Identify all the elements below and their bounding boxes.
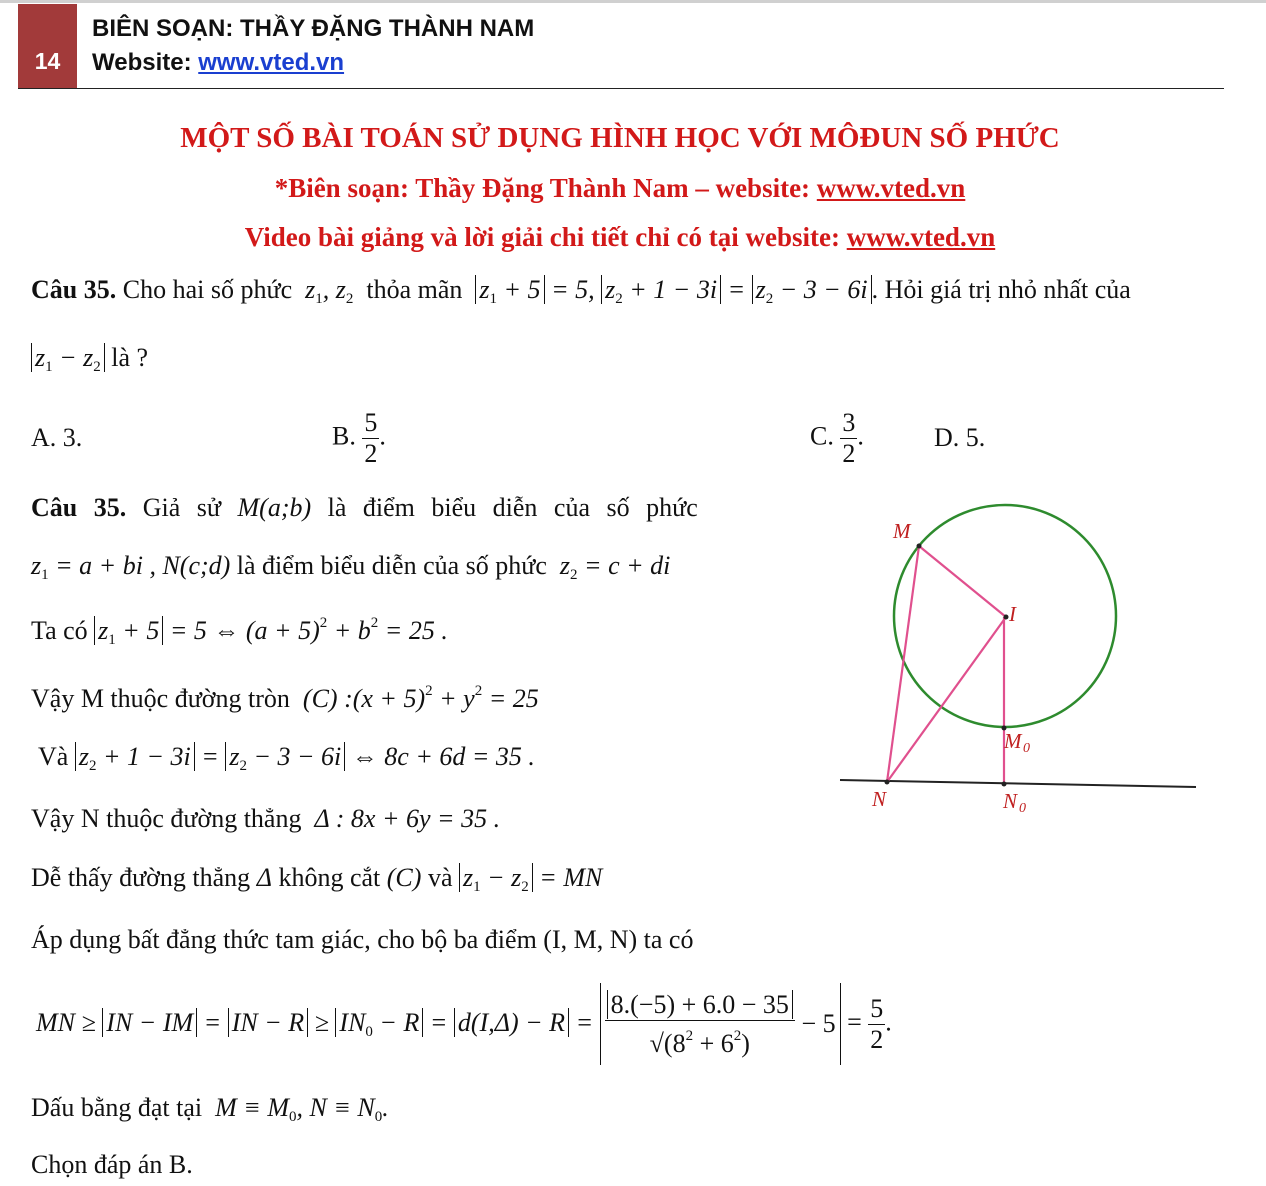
subtitle-2-text: Video bài giảng và lời giải chi tiết chỉ có tại website: xyxy=(244,222,847,252)
solution-l10: Dấu bằng đạt tại xyxy=(31,1093,203,1122)
solution-line-5 xyxy=(38,742,535,775)
label-N0-sub: 0 xyxy=(1019,801,1026,816)
math-M-ab: M(a;b) xyxy=(237,493,312,522)
subtitle-2-link[interactable]: www.vted.vn xyxy=(846,222,996,252)
header-divider xyxy=(18,88,1224,89)
question-line-2 xyxy=(31,343,148,376)
solution-l7c: và xyxy=(427,863,453,892)
page-number-box xyxy=(18,4,77,89)
question-text-a: Cho hai số phức xyxy=(122,275,293,304)
solution-line-10 xyxy=(31,1093,389,1126)
label-I: I xyxy=(1009,602,1016,626)
option-b-fraction xyxy=(362,408,379,469)
math-circle-C: (C) :(x + $5)^2 + y^2 = 25$ xyxy=(296,683,539,713)
math-conditions: $z_1 + 5 = 5$, $z_2 + 1 - 3i = z_2 - 3 - 6i$ xyxy=(469,275,872,304)
point-M xyxy=(917,544,922,549)
geometry-figure xyxy=(830,495,1210,825)
point-I xyxy=(1004,615,1009,620)
page-number: 14 xyxy=(34,48,61,74)
math-C: (C) xyxy=(386,863,422,892)
option-c-num: 3 xyxy=(842,408,856,437)
label-M0-sub: 0 xyxy=(1023,741,1030,756)
solution-l7b: không cắt xyxy=(278,863,381,892)
solution-l4: Vậy M thuộc đường tròn xyxy=(31,684,290,713)
segment-IN xyxy=(887,617,1006,782)
math-mn: $z_1 - z_2$ = MN xyxy=(459,863,602,892)
website-link[interactable]: www.vted.vn xyxy=(198,49,345,76)
solution-l5: Và xyxy=(38,742,69,771)
math-circle-eq: $z_1 + 5 = 5$ ⇔ $(a + 5)^2 + b^2 = 25$ . xyxy=(94,616,448,645)
website-line xyxy=(92,49,344,77)
option-d[interactable]: D. 5. xyxy=(934,423,986,452)
point-N xyxy=(885,780,890,785)
option-c-prefix: C. xyxy=(810,421,834,451)
label-M0: M xyxy=(1004,729,1022,753)
question-label: Câu 35. xyxy=(31,275,117,304)
option-c-den: 2 xyxy=(842,439,856,468)
option-c-fraction xyxy=(840,408,857,469)
solution-l7a: Dễ thấy đường thẳng xyxy=(31,863,251,892)
solution-line-3 xyxy=(31,615,448,649)
top-border xyxy=(0,0,1266,3)
math-z1-def: $z_1 = a$ + bi , N(c;d) xyxy=(31,551,231,583)
solution-line-11: Chọn đáp án B. xyxy=(31,1150,193,1179)
math-z1-minus-z2: $z_1 - z_2$ xyxy=(31,343,105,372)
math-delta-sym: Δ xyxy=(256,863,272,892)
doc-subtitle-1 xyxy=(0,173,1240,204)
option-a[interactable]: A. 3. xyxy=(31,423,83,452)
doc-title: MỘT SỐ BÀI TOÁN SỬ DỤNG HÌNH HỌC VỚI MÔĐUN SỐ PHỨC xyxy=(180,122,1060,154)
solution-line-7 xyxy=(31,863,602,896)
solution-label: Câu 35. xyxy=(31,493,127,522)
solution-l6: Vậy N thuộc đường thẳng xyxy=(31,804,302,833)
line-delta xyxy=(840,780,1196,787)
website-label: Website: xyxy=(92,49,192,76)
math-delta: Δ : 8x + 6y = 35 . xyxy=(307,804,501,833)
solution-line-8: Áp dụng bất đẳng thức tam giác, cho bộ ba điểm (I, M, N) ta có xyxy=(31,925,694,954)
subtitle-1-link[interactable]: www.vted.vn xyxy=(816,173,966,203)
option-c[interactable]: C. $\frac{3}{2}$ . xyxy=(810,408,864,468)
question-text-b: thỏa mãn xyxy=(366,275,463,304)
solution-line-2 xyxy=(31,551,670,584)
solution-line-1 xyxy=(31,493,698,523)
solution-l3: Ta có xyxy=(31,616,88,645)
solution-l1: Giả sử xyxy=(142,493,221,522)
subtitle-1-text: *Biên soạn: Thầy Đặng Thành Nam – website: xyxy=(274,173,817,203)
question-line-1 xyxy=(31,275,1131,308)
question-text-d: là ? xyxy=(111,343,149,372)
solution-l2: là điểm biểu diễn của số phức xyxy=(236,551,547,580)
option-b-den: 2 xyxy=(364,439,378,468)
segment-MI xyxy=(919,546,1006,617)
solution-l1b: là điểm biểu diễn của số phức xyxy=(327,493,698,522)
option-b-prefix: B. xyxy=(332,421,356,451)
label-N: N xyxy=(872,787,887,811)
math-z1-z2: $z_1$, $z_2$ xyxy=(298,275,354,307)
solution-line-6 xyxy=(31,804,500,834)
math-line-eq: $z_2 + 1 - 3i = z_2 - 3 - 6i$ ⇔ 8c + 6d = 35 . xyxy=(75,742,535,771)
point-N0 xyxy=(1002,782,1007,787)
segment-MN xyxy=(887,546,919,782)
math-equality-case: $M \equiv M_0$, $N \equiv N_0$. xyxy=(208,1093,389,1125)
option-b[interactable]: B. $\frac{5}{2}$ . xyxy=(332,408,386,468)
question-text-c: . Hỏi giá trị nhỏ nhất của xyxy=(871,275,1131,304)
solution-line-4 xyxy=(31,683,539,714)
author-line: BIÊN SOẠN: THẦY ĐẶNG THÀNH NAM xyxy=(92,15,535,42)
label-M: M xyxy=(893,519,911,543)
math-inequality-chain: MN ≥ IN − IM = IN − $R \ge IN_0 - R = d(I,\Delta) - R$ = $\frac{8.(-5) + 6.0 - 35}{√(8^2 + 6^2)}$ − 5 = $\frac{5}{2}$ . xyxy=(36,983,892,1065)
option-b-num: 5 xyxy=(364,408,378,437)
math-z2-def: $z_2 = c$ + di xyxy=(553,551,671,583)
label-N0: N xyxy=(1003,789,1018,813)
doc-subtitle-2 xyxy=(0,222,1240,253)
